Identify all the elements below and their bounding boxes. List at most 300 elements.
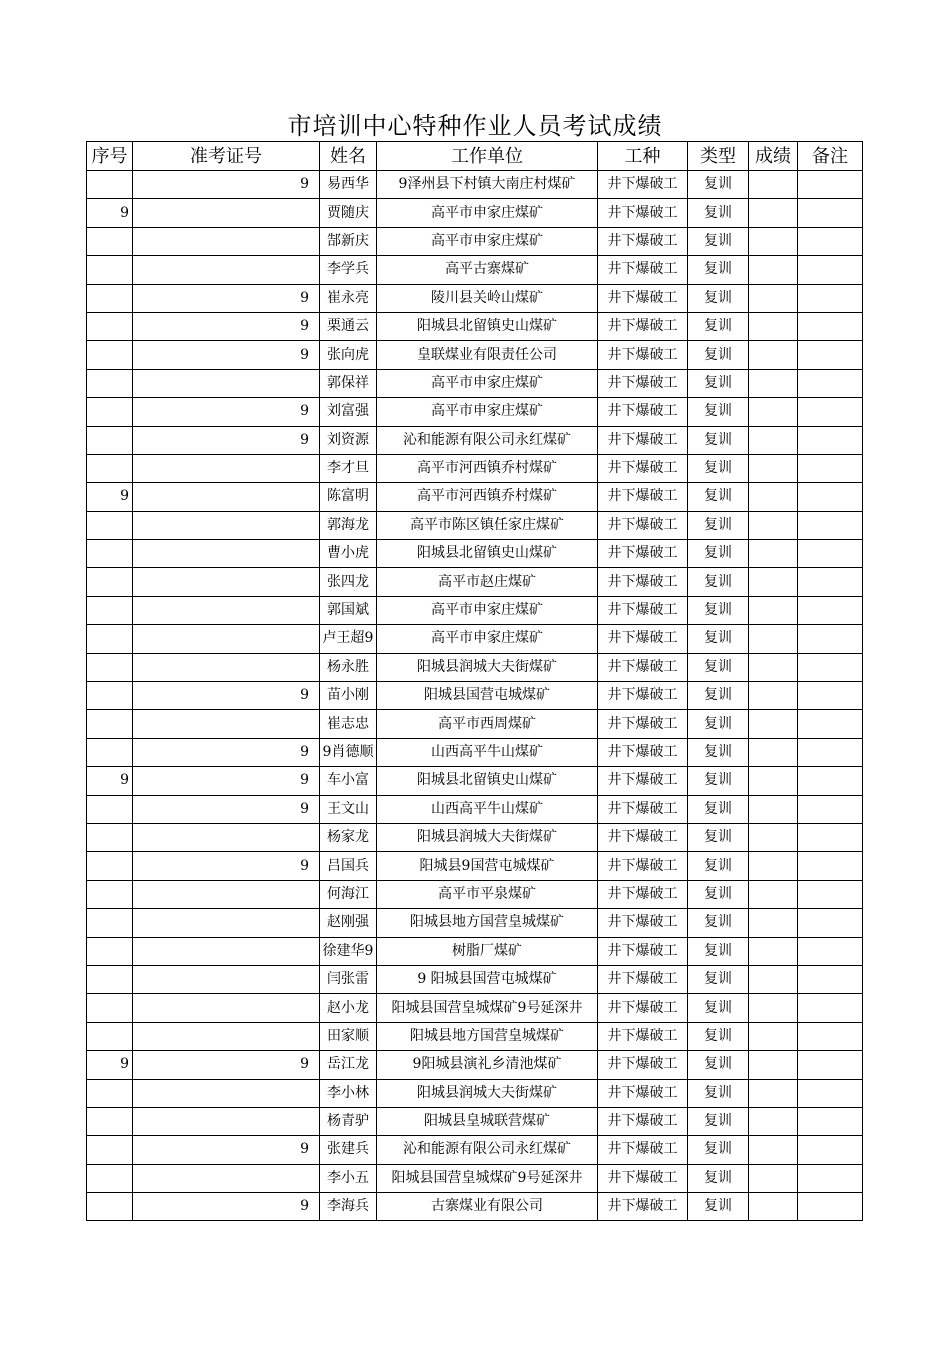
cell-exam-number — [133, 1022, 320, 1050]
cell-name: 栗通云 — [320, 312, 377, 340]
cell-job-type: 井下爆破工 — [598, 511, 688, 539]
cell-remarks — [798, 994, 863, 1022]
cell-index — [87, 682, 133, 710]
cell-remarks — [798, 1022, 863, 1050]
cell-remarks — [798, 199, 863, 227]
table-row — [87, 540, 863, 568]
cell-exam-number: 9 — [133, 1136, 320, 1164]
cell-job-type: 井下爆破工 — [598, 823, 688, 851]
cell-name: 郭国斌 — [320, 596, 377, 624]
cell-remarks — [798, 1107, 863, 1135]
cell-job-type: 井下爆破工 — [598, 256, 688, 284]
cell-score — [749, 909, 798, 937]
cell-name: 车小富 — [320, 767, 377, 795]
table-row — [87, 1051, 863, 1079]
cell-score — [749, 454, 798, 482]
table-row — [87, 1079, 863, 1107]
cell-work-unit: 阳城县国营皇城煤矿9号延深井 — [377, 1164, 598, 1192]
cell-score — [749, 483, 798, 511]
table-row — [87, 994, 863, 1022]
cell-training-type: 复训 — [688, 994, 749, 1022]
table-row — [87, 852, 863, 880]
cell-training-type: 复训 — [688, 880, 749, 908]
cell-name: 陈富明 — [320, 483, 377, 511]
cell-score — [749, 426, 798, 454]
cell-job-type: 井下爆破工 — [598, 795, 688, 823]
cell-index — [87, 880, 133, 908]
cell-index — [87, 653, 133, 681]
table-row — [87, 227, 863, 255]
cell-work-unit: 高平市河西镇乔村煤矿 — [377, 454, 598, 482]
cell-job-type: 井下爆破工 — [598, 199, 688, 227]
cell-index: 9 — [87, 483, 133, 511]
cell-index — [87, 965, 133, 993]
cell-index — [87, 256, 133, 284]
cell-training-type: 复训 — [688, 398, 749, 426]
cell-name: 李学兵 — [320, 256, 377, 284]
cell-exam-number: 9 — [133, 1193, 320, 1221]
cell-index — [87, 795, 133, 823]
cell-score — [749, 767, 798, 795]
cell-remarks — [798, 1193, 863, 1221]
cell-score — [749, 341, 798, 369]
cell-training-type: 复训 — [688, 710, 749, 738]
cell-score — [749, 596, 798, 624]
cell-exam-number: 9 — [133, 341, 320, 369]
cell-index — [87, 994, 133, 1022]
header-work-unit: 工作单位 — [377, 142, 598, 171]
cell-exam-number — [133, 199, 320, 227]
cell-name: 曹小虎 — [320, 540, 377, 568]
cell-work-unit: 高平市申家庄煤矿 — [377, 199, 598, 227]
table-row — [87, 795, 863, 823]
cell-work-unit: 高平市申家庄煤矿 — [377, 369, 598, 397]
table-row — [87, 312, 863, 340]
cell-exam-number — [133, 965, 320, 993]
cell-job-type: 井下爆破工 — [598, 341, 688, 369]
cell-remarks — [798, 341, 863, 369]
cell-name: 吕国兵 — [320, 852, 377, 880]
cell-exam-number — [133, 568, 320, 596]
cell-work-unit: 高平市赵庄煤矿 — [377, 568, 598, 596]
cell-training-type: 复训 — [688, 312, 749, 340]
cell-remarks — [798, 1136, 863, 1164]
cell-name: 岳江龙 — [320, 1051, 377, 1079]
cell-job-type: 井下爆破工 — [598, 1079, 688, 1107]
cell-job-type: 井下爆破工 — [598, 965, 688, 993]
cell-name: 易西华 — [320, 171, 377, 199]
cell-index — [87, 341, 133, 369]
cell-work-unit: 阳城县北留镇史山煤矿 — [377, 312, 598, 340]
cell-work-unit: 古寨煤业有限公司 — [377, 1193, 598, 1221]
cell-work-unit: 阳城县国营屯城煤矿 — [377, 682, 598, 710]
header-job-type: 工种 — [598, 142, 688, 171]
cell-job-type: 井下爆破工 — [598, 682, 688, 710]
cell-exam-number — [133, 625, 320, 653]
cell-work-unit: 阳城县润城大夫街煤矿 — [377, 823, 598, 851]
cell-exam-number: 9 — [133, 795, 320, 823]
results-table — [86, 141, 863, 1221]
cell-job-type: 井下爆破工 — [598, 909, 688, 937]
cell-score — [749, 937, 798, 965]
cell-name: 田家顺 — [320, 1022, 377, 1050]
cell-exam-number — [133, 909, 320, 937]
cell-work-unit: 阳城县北留镇史山煤矿 — [377, 767, 598, 795]
cell-work-unit: 高平市陈区镇任家庄煤矿 — [377, 511, 598, 539]
cell-score — [749, 1136, 798, 1164]
cell-index — [87, 625, 133, 653]
table-row — [87, 1107, 863, 1135]
cell-remarks — [798, 171, 863, 199]
header-training-type: 类型 — [688, 142, 749, 171]
cell-name: 张向虎 — [320, 341, 377, 369]
cell-score — [749, 171, 798, 199]
cell-training-type: 复训 — [688, 284, 749, 312]
cell-name: 郭海龙 — [320, 511, 377, 539]
cell-remarks — [798, 483, 863, 511]
cell-remarks — [798, 312, 863, 340]
cell-work-unit: 陵川县关岭山煤矿 — [377, 284, 598, 312]
cell-training-type: 复训 — [688, 965, 749, 993]
cell-remarks — [798, 710, 863, 738]
cell-index — [87, 909, 133, 937]
cell-name: 赵刚强 — [320, 909, 377, 937]
cell-score — [749, 284, 798, 312]
cell-index — [87, 1107, 133, 1135]
cell-remarks — [798, 852, 863, 880]
table-row — [87, 199, 863, 227]
cell-score — [749, 1164, 798, 1192]
cell-training-type: 复训 — [688, 1051, 749, 1079]
cell-name: 贾随庆 — [320, 199, 377, 227]
cell-training-type: 复训 — [688, 909, 749, 937]
cell-exam-number: 9 — [133, 1051, 320, 1079]
table-row — [87, 369, 863, 397]
cell-score — [749, 256, 798, 284]
cell-job-type: 井下爆破工 — [598, 1107, 688, 1135]
cell-remarks — [798, 653, 863, 681]
cell-exam-number: 9 — [133, 738, 320, 766]
cell-training-type: 复训 — [688, 1022, 749, 1050]
cell-work-unit: 皇联煤业有限责任公司 — [377, 341, 598, 369]
cell-score — [749, 1107, 798, 1135]
cell-exam-number: 9 — [133, 767, 320, 795]
cell-exam-number: 9 — [133, 682, 320, 710]
cell-training-type: 复训 — [688, 568, 749, 596]
cell-exam-number — [133, 454, 320, 482]
cell-name: 何海江 — [320, 880, 377, 908]
cell-job-type: 井下爆破工 — [598, 1164, 688, 1192]
cell-training-type: 复训 — [688, 341, 749, 369]
cell-name: 崔志忠 — [320, 710, 377, 738]
cell-name: 李海兵 — [320, 1193, 377, 1221]
cell-training-type: 复训 — [688, 171, 749, 199]
cell-training-type: 复训 — [688, 852, 749, 880]
table-row — [87, 171, 863, 199]
cell-index — [87, 710, 133, 738]
cell-index — [87, 171, 133, 199]
cell-training-type: 复训 — [688, 596, 749, 624]
cell-exam-number — [133, 483, 320, 511]
cell-training-type: 复训 — [688, 369, 749, 397]
cell-score — [749, 823, 798, 851]
table-row — [87, 284, 863, 312]
cell-index: 9 — [87, 767, 133, 795]
cell-score — [749, 227, 798, 255]
cell-training-type: 复训 — [688, 823, 749, 851]
cell-score — [749, 369, 798, 397]
cell-work-unit: 沁和能源有限公司永红煤矿 — [377, 1136, 598, 1164]
cell-score — [749, 994, 798, 1022]
cell-name: 王文山 — [320, 795, 377, 823]
cell-index — [87, 1079, 133, 1107]
cell-index — [87, 823, 133, 851]
cell-remarks — [798, 823, 863, 851]
cell-score — [749, 1193, 798, 1221]
cell-index — [87, 937, 133, 965]
cell-training-type: 复训 — [688, 1079, 749, 1107]
cell-job-type: 井下爆破工 — [598, 596, 688, 624]
cell-name: 李小林 — [320, 1079, 377, 1107]
cell-work-unit: 高平市平泉煤矿 — [377, 880, 598, 908]
cell-score — [749, 880, 798, 908]
cell-exam-number — [133, 880, 320, 908]
cell-score — [749, 398, 798, 426]
table-row — [87, 937, 863, 965]
cell-remarks — [798, 256, 863, 284]
cell-exam-number: 9 — [133, 398, 320, 426]
table-row — [87, 823, 863, 851]
cell-work-unit: 山西高平牛山煤矿 — [377, 795, 598, 823]
cell-training-type: 复训 — [688, 1193, 749, 1221]
cell-name: 9肖德顺 — [320, 738, 377, 766]
table-row — [87, 909, 863, 937]
cell-remarks — [798, 1164, 863, 1192]
cell-remarks — [798, 795, 863, 823]
cell-job-type: 井下爆破工 — [598, 852, 688, 880]
cell-training-type: 复训 — [688, 682, 749, 710]
cell-job-type: 井下爆破工 — [598, 994, 688, 1022]
cell-training-type: 复训 — [688, 795, 749, 823]
cell-exam-number — [133, 1164, 320, 1192]
cell-name: 杨青驴 — [320, 1107, 377, 1135]
header-name: 姓名 — [320, 142, 377, 171]
cell-training-type: 复训 — [688, 625, 749, 653]
cell-score — [749, 625, 798, 653]
cell-job-type: 井下爆破工 — [598, 540, 688, 568]
cell-job-type: 井下爆破工 — [598, 625, 688, 653]
table-row — [87, 1136, 863, 1164]
cell-remarks — [798, 540, 863, 568]
cell-remarks — [798, 426, 863, 454]
cell-index — [87, 511, 133, 539]
cell-training-type: 复训 — [688, 738, 749, 766]
cell-work-unit: 阳城县地方国营皇城煤矿 — [377, 909, 598, 937]
cell-work-unit: 阳城县地方国营皇城煤矿 — [377, 1022, 598, 1050]
cell-training-type: 复训 — [688, 1164, 749, 1192]
cell-work-unit: 阳城县北留镇史山煤矿 — [377, 540, 598, 568]
table-row — [87, 511, 863, 539]
cell-training-type: 复训 — [688, 1107, 749, 1135]
cell-training-type: 复训 — [688, 653, 749, 681]
cell-score — [749, 511, 798, 539]
table-row — [87, 341, 863, 369]
cell-exam-number — [133, 937, 320, 965]
cell-index — [87, 738, 133, 766]
cell-remarks — [798, 369, 863, 397]
cell-score — [749, 852, 798, 880]
cell-training-type: 复训 — [688, 454, 749, 482]
cell-remarks — [798, 738, 863, 766]
cell-score — [749, 312, 798, 340]
cell-work-unit: 高平市申家庄煤矿 — [377, 596, 598, 624]
cell-name: 杨家龙 — [320, 823, 377, 851]
cell-score — [749, 199, 798, 227]
cell-job-type: 井下爆破工 — [598, 1022, 688, 1050]
cell-name: 苗小刚 — [320, 682, 377, 710]
cell-exam-number — [133, 994, 320, 1022]
cell-remarks — [798, 511, 863, 539]
table-row — [87, 426, 863, 454]
cell-index — [87, 1136, 133, 1164]
cell-training-type: 复训 — [688, 540, 749, 568]
cell-remarks — [798, 682, 863, 710]
cell-job-type: 井下爆破工 — [598, 1193, 688, 1221]
cell-score — [749, 540, 798, 568]
cell-index — [87, 284, 133, 312]
table-row — [87, 653, 863, 681]
table-row — [87, 625, 863, 653]
cell-exam-number — [133, 653, 320, 681]
cell-training-type: 复训 — [688, 227, 749, 255]
cell-exam-number: 9 — [133, 426, 320, 454]
cell-score — [749, 965, 798, 993]
header-index: 序号 — [87, 142, 133, 171]
cell-job-type: 井下爆破工 — [598, 369, 688, 397]
cell-job-type: 井下爆破工 — [598, 171, 688, 199]
cell-exam-number — [133, 1107, 320, 1135]
cell-work-unit: 阳城县润城大夫街煤矿 — [377, 1079, 598, 1107]
cell-index: 9 — [87, 1051, 133, 1079]
cell-job-type: 井下爆破工 — [598, 937, 688, 965]
cell-training-type: 复训 — [688, 199, 749, 227]
cell-remarks — [798, 284, 863, 312]
cell-name: 李才旦 — [320, 454, 377, 482]
table-row — [87, 1193, 863, 1221]
cell-work-unit: 高平市申家庄煤矿 — [377, 227, 598, 255]
cell-name: 郭保祥 — [320, 369, 377, 397]
cell-exam-number: 9 — [133, 852, 320, 880]
cell-name: 徐建华9 — [320, 937, 377, 965]
cell-index — [87, 1164, 133, 1192]
cell-remarks — [798, 596, 863, 624]
cell-job-type: 井下爆破工 — [598, 653, 688, 681]
cell-work-unit: 高平市西周煤矿 — [377, 710, 598, 738]
cell-score — [749, 795, 798, 823]
cell-index — [87, 312, 133, 340]
cell-training-type: 复训 — [688, 1136, 749, 1164]
cell-exam-number — [133, 710, 320, 738]
cell-work-unit: 阳城县皇城联营煤矿 — [377, 1107, 598, 1135]
cell-job-type: 井下爆破工 — [598, 1051, 688, 1079]
cell-job-type: 井下爆破工 — [598, 738, 688, 766]
cell-exam-number — [133, 1079, 320, 1107]
table-row — [87, 880, 863, 908]
cell-remarks — [798, 454, 863, 482]
cell-exam-number — [133, 596, 320, 624]
cell-training-type: 复训 — [688, 937, 749, 965]
cell-exam-number — [133, 540, 320, 568]
cell-work-unit: 树脂厂煤矿 — [377, 937, 598, 965]
cell-remarks — [798, 568, 863, 596]
table-row — [87, 767, 863, 795]
table-row — [87, 256, 863, 284]
header-exam-number: 准考证号 — [133, 142, 320, 171]
cell-work-unit: 高平市申家庄煤矿 — [377, 398, 598, 426]
cell-remarks — [798, 398, 863, 426]
table-row — [87, 710, 863, 738]
cell-work-unit: 高平市河西镇乔村煤矿 — [377, 483, 598, 511]
table-row — [87, 483, 863, 511]
cell-index: 9 — [87, 199, 133, 227]
cell-score — [749, 1051, 798, 1079]
cell-exam-number: 9 — [133, 171, 320, 199]
cell-work-unit: 高平古寨煤矿 — [377, 256, 598, 284]
table-row — [87, 568, 863, 596]
cell-work-unit: 9 阳城县国营屯城煤矿 — [377, 965, 598, 993]
table-row — [87, 398, 863, 426]
header-remarks: 备注 — [798, 142, 863, 171]
cell-training-type: 复训 — [688, 511, 749, 539]
cell-exam-number: 9 — [133, 284, 320, 312]
cell-job-type: 井下爆破工 — [598, 568, 688, 596]
cell-name: 李小五 — [320, 1164, 377, 1192]
cell-index — [87, 369, 133, 397]
cell-name: 卢王超9 — [320, 625, 377, 653]
cell-job-type: 井下爆破工 — [598, 710, 688, 738]
cell-score — [749, 738, 798, 766]
cell-index — [87, 1193, 133, 1221]
cell-remarks — [798, 625, 863, 653]
cell-score — [749, 1079, 798, 1107]
cell-work-unit: 9泽州县下村镇大南庄村煤矿 — [377, 171, 598, 199]
cell-remarks — [798, 965, 863, 993]
cell-job-type: 井下爆破工 — [598, 1136, 688, 1164]
cell-remarks — [798, 1079, 863, 1107]
cell-remarks — [798, 880, 863, 908]
cell-work-unit: 沁和能源有限公司永红煤矿 — [377, 426, 598, 454]
cell-name: 赵小龙 — [320, 994, 377, 1022]
cell-job-type: 井下爆破工 — [598, 454, 688, 482]
cell-exam-number — [133, 511, 320, 539]
cell-training-type: 复训 — [688, 256, 749, 284]
cell-remarks — [798, 937, 863, 965]
cell-job-type: 井下爆破工 — [598, 426, 688, 454]
cell-index — [87, 398, 133, 426]
cell-score — [749, 1022, 798, 1050]
cell-name: 刘资源 — [320, 426, 377, 454]
cell-training-type: 复训 — [688, 426, 749, 454]
cell-index — [87, 1022, 133, 1050]
cell-index — [87, 426, 133, 454]
page-title: 市培训中心特种作业人员考试成绩 — [287, 112, 663, 140]
table-row — [87, 596, 863, 624]
table-row — [87, 1022, 863, 1050]
cell-job-type: 井下爆破工 — [598, 227, 688, 255]
cell-work-unit: 高平市申家庄煤矿 — [377, 625, 598, 653]
cell-exam-number — [133, 227, 320, 255]
table-row — [87, 965, 863, 993]
